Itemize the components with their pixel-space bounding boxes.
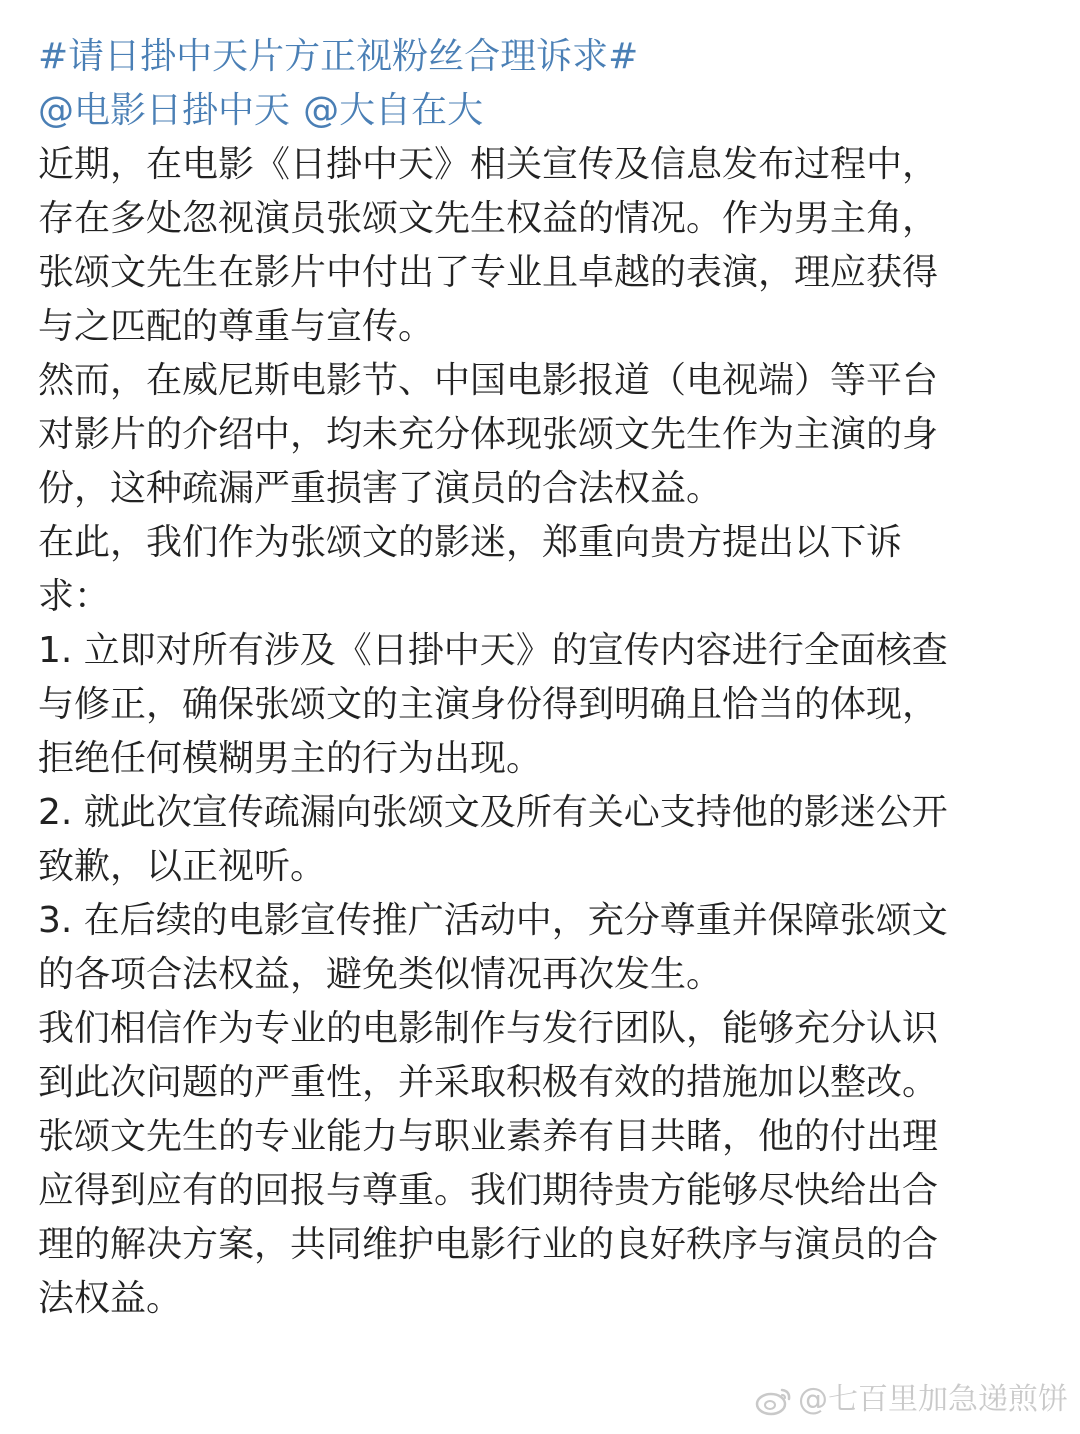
text-line: 在此，我们作为张颂文的影迷，郑重向贵方提出以下诉 bbox=[38, 522, 903, 563]
text-line: 近期，在电影《日掛中天》相关宣传及信息发布过程中， bbox=[38, 144, 939, 185]
text-line: 应得到应有的回报与尊重。我们期待贵方能够尽快给出合 bbox=[38, 1170, 939, 1211]
text-line: 张颂文先生在影片中付出了专业且卓越的表演，理应获得 bbox=[38, 252, 939, 293]
text-line: 到此次问题的严重性，并采取积极有效的措施加以整改。 bbox=[38, 1062, 939, 1103]
text-line: 然而，在威尼斯电影节、中国电影报道（电视端）等平台 bbox=[38, 360, 939, 401]
text-line: 致歉，以正视听。 bbox=[38, 846, 327, 887]
demand-item-2 bbox=[38, 786, 1048, 894]
text-line: 的各项合法权益，避免类似情况再次发生。 bbox=[38, 954, 723, 995]
demand-item-3 bbox=[38, 894, 1048, 1002]
paragraph-intro bbox=[38, 138, 1048, 354]
mention-link-movie[interactable]: @电影日掛中天 bbox=[38, 90, 291, 131]
text-line: 理的解决方案，共同维护电影行业的良好秩序与演员的合 bbox=[38, 1224, 939, 1265]
paragraph-closing bbox=[38, 1110, 1048, 1326]
text-line: 份，这种疏漏严重损害了演员的合法权益。 bbox=[38, 468, 723, 509]
paragraph-belief bbox=[38, 1002, 1048, 1110]
text-line: 求： bbox=[38, 576, 111, 617]
text-line: 1. 立即对所有涉及《日掛中天》的宣传内容进行全面核查 bbox=[38, 630, 948, 671]
post-body bbox=[38, 30, 1048, 1326]
watermark-text: @七百里加急递煎饼 bbox=[798, 1382, 1068, 1417]
paragraph-issue bbox=[38, 354, 1048, 516]
text-line: 张颂文先生的专业能力与职业素养有目共睹，他的付出理 bbox=[38, 1116, 939, 1157]
text-line: 3. 在后续的电影宣传推广活动中，充分尊重并保障张颂文 bbox=[38, 900, 948, 941]
mentions-row bbox=[38, 84, 1048, 138]
text-line: 2. 就此次宣传疏漏向张颂文及所有关心支持他的影迷公开 bbox=[38, 792, 948, 833]
paragraph-demands-intro bbox=[38, 516, 1048, 624]
text-line: 与之匹配的尊重与宣传。 bbox=[38, 306, 435, 347]
mention-link-account[interactable]: @大自在大 bbox=[303, 90, 484, 131]
demand-item-1 bbox=[38, 624, 1048, 786]
text-line: 对影片的介绍中，均未充分体现张颂文先生作为主演的身 bbox=[38, 414, 939, 455]
text-line: 拒绝任何模糊男主的行为出现。 bbox=[38, 738, 543, 779]
watermark bbox=[754, 1380, 1068, 1420]
text-line: 法权益。 bbox=[38, 1278, 183, 1319]
text-line: 我们相信作为专业的电影制作与发行团队，能够充分认识 bbox=[38, 1008, 939, 1049]
text-line: 存在多处忽视演员张颂文先生权益的情况。作为男主角， bbox=[38, 198, 939, 239]
hashtag-link[interactable]: #请日掛中天片方正视粉丝合理诉求# bbox=[38, 36, 639, 77]
weibo-logo-icon bbox=[754, 1384, 794, 1416]
text-line: 与修正，确保张颂文的主演身份得到明确且恰当的体现， bbox=[38, 684, 939, 725]
